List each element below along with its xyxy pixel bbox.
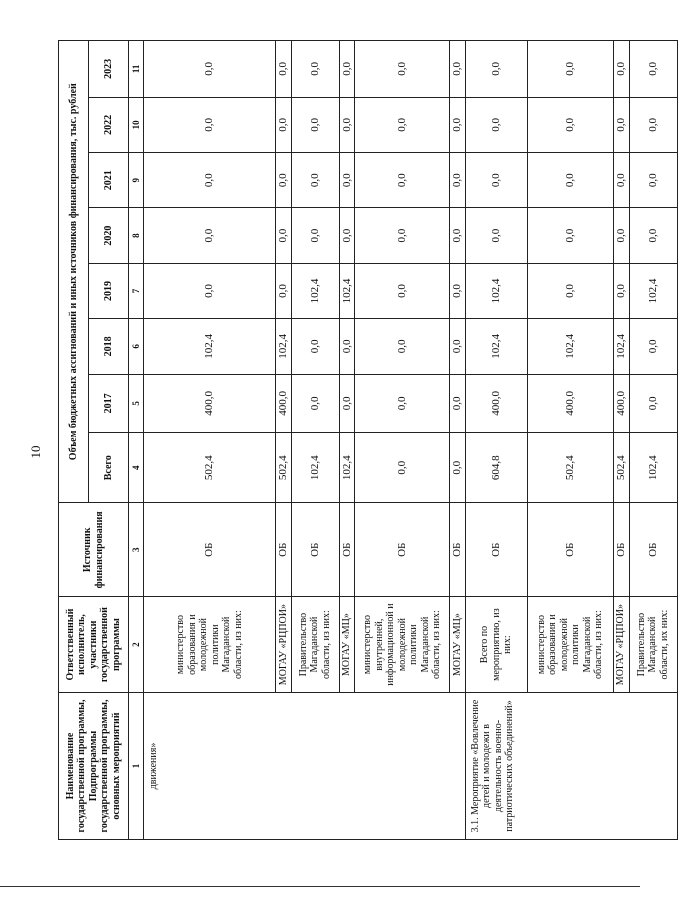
year-value-cell: 0,0 xyxy=(527,153,613,208)
year-value-cell: 0,0 xyxy=(291,41,339,98)
year-value-cell: 102,4 xyxy=(465,319,527,374)
year-value-cell: 0,0 xyxy=(291,153,339,208)
measure-name: 3.1. Мероприятие «Вовлечение детей и молодежи в деятельность военно-патриотических объединений» xyxy=(465,693,677,840)
executor-cell: МОГАУ «МЦ» xyxy=(450,597,466,693)
header-executor: Ответственный исполнитель, участники государственной программы xyxy=(59,597,129,693)
year-value-cell: 0,0 xyxy=(450,97,466,152)
column-number: 5 xyxy=(129,374,144,433)
year-value-cell: 0,0 xyxy=(613,208,629,263)
total-cell: 0,0 xyxy=(450,433,466,503)
source-cell: ОБ xyxy=(276,503,292,597)
total-cell: 502,4 xyxy=(276,433,292,503)
header-name: Наименование государственной программы, Подпрограммы государственной программы, основных мероприятий xyxy=(59,693,129,840)
year-value-cell: 400,0 xyxy=(276,374,292,433)
year-value-cell: 0,0 xyxy=(450,374,466,433)
source-cell: ОБ xyxy=(144,503,276,597)
column-number: 9 xyxy=(129,153,144,208)
year-value-cell: 0,0 xyxy=(276,208,292,263)
executor-cell: Всего по мероприятию, из них: xyxy=(465,597,527,693)
financing-table xyxy=(58,40,678,840)
year-value-cell: 0,0 xyxy=(339,41,355,98)
year-value-cell: 0,0 xyxy=(291,319,339,374)
year-value-cell: 102,4 xyxy=(144,319,276,374)
year-value-cell: 0,0 xyxy=(465,41,527,98)
column-number: 4 xyxy=(129,433,144,503)
source-cell: ОБ xyxy=(339,503,355,597)
source-cell: ОБ xyxy=(613,503,629,597)
year-value-cell: 0,0 xyxy=(276,263,292,318)
column-number: 8 xyxy=(129,208,144,263)
year-value-cell: 400,0 xyxy=(527,374,613,433)
year-value-cell: 102,4 xyxy=(613,319,629,374)
column-number: 1 xyxy=(129,693,144,840)
year-value-cell: 400,0 xyxy=(465,374,527,433)
year-value-cell: 0,0 xyxy=(450,41,466,98)
table-row xyxy=(144,41,276,840)
rotated-page xyxy=(58,40,670,840)
executor-cell: МОГАУ «РЦПОИ» xyxy=(613,597,629,693)
header-source: Источник финансирования xyxy=(59,503,129,597)
executor-cell: МОГАУ «РЦПОИ» xyxy=(276,597,292,693)
total-cell: 102,4 xyxy=(339,433,355,503)
year-value-cell: 0,0 xyxy=(355,153,450,208)
executor-cell: Правительство Магаданской области, их них: xyxy=(629,597,677,693)
header-year: 2017 xyxy=(89,374,129,433)
measure-name: движения» xyxy=(144,693,466,840)
year-value-cell: 0,0 xyxy=(465,97,527,152)
year-value-cell: 102,4 xyxy=(339,263,355,318)
table-row xyxy=(465,41,527,840)
executor-cell: министерство образования и молодежной политики Магаданской области, из них: xyxy=(144,597,276,693)
year-value-cell: 0,0 xyxy=(613,97,629,152)
year-value-cell: 102,4 xyxy=(527,319,613,374)
year-value-cell: 0,0 xyxy=(291,374,339,433)
year-value-cell: 102,4 xyxy=(629,263,677,318)
source-cell: ОБ xyxy=(629,503,677,597)
year-value-cell: 0,0 xyxy=(144,97,276,152)
year-value-cell: 0,0 xyxy=(355,263,450,318)
year-value-cell: 0,0 xyxy=(276,41,292,98)
header-year: 2019 xyxy=(89,263,129,318)
year-value-cell: 0,0 xyxy=(527,97,613,152)
year-value-cell: 0,0 xyxy=(629,374,677,433)
year-value-cell: 0,0 xyxy=(339,374,355,433)
year-value-cell: 0,0 xyxy=(355,41,450,98)
total-cell: 604,8 xyxy=(465,433,527,503)
header-volume: Объем бюджетных ассигнований и иных источников финансирования, тыс. рублей xyxy=(59,41,89,503)
year-value-cell: 0,0 xyxy=(355,97,450,152)
year-value-cell: 0,0 xyxy=(629,319,677,374)
year-value-cell: 0,0 xyxy=(355,208,450,263)
year-value-cell: 0,0 xyxy=(450,319,466,374)
source-cell: ОБ xyxy=(465,503,527,597)
year-value-cell: 0,0 xyxy=(629,97,677,152)
year-value-cell: 0,0 xyxy=(629,208,677,263)
header-year: 2020 xyxy=(89,208,129,263)
year-value-cell: 0,0 xyxy=(339,153,355,208)
year-value-cell: 102,4 xyxy=(291,263,339,318)
column-number: 6 xyxy=(129,319,144,374)
total-cell: 502,4 xyxy=(144,433,276,503)
year-value-cell: 0,0 xyxy=(613,153,629,208)
year-value-cell: 0,0 xyxy=(339,97,355,152)
year-value-cell: 400,0 xyxy=(613,374,629,433)
source-cell: ОБ xyxy=(527,503,613,597)
year-value-cell: 0,0 xyxy=(291,97,339,152)
year-value-cell: 0,0 xyxy=(144,208,276,263)
table-body xyxy=(144,41,678,840)
header-year: 2023 xyxy=(89,41,129,98)
bottom-rule xyxy=(0,886,640,887)
year-value-cell: 0,0 xyxy=(465,153,527,208)
column-number-row xyxy=(129,41,144,840)
year-value-cell: 102,4 xyxy=(276,319,292,374)
year-value-cell: 0,0 xyxy=(276,153,292,208)
source-cell: ОБ xyxy=(355,503,450,597)
header-year: 2022 xyxy=(89,97,129,152)
year-value-cell: 0,0 xyxy=(629,41,677,98)
executor-cell: МОГАУ «МЦ» xyxy=(339,597,355,693)
year-value-cell: 0,0 xyxy=(613,263,629,318)
total-cell: 0,0 xyxy=(355,433,450,503)
executor-cell: министерство образования и молодежной политики Магаданской области, из них: xyxy=(527,597,613,693)
year-value-cell: 102,4 xyxy=(465,263,527,318)
year-value-cell: 0,0 xyxy=(450,153,466,208)
column-number: 3 xyxy=(129,503,144,597)
column-number: 7 xyxy=(129,263,144,318)
column-number: 10 xyxy=(129,97,144,152)
year-value-cell: 0,0 xyxy=(527,208,613,263)
year-value-cell: 0,0 xyxy=(355,319,450,374)
total-cell: 502,4 xyxy=(527,433,613,503)
year-value-cell: 0,0 xyxy=(465,208,527,263)
year-value-cell: 0,0 xyxy=(527,41,613,98)
source-cell: ОБ xyxy=(291,503,339,597)
year-value-cell: 0,0 xyxy=(629,153,677,208)
year-value-cell: 0,0 xyxy=(613,41,629,98)
total-cell: 102,4 xyxy=(629,433,677,503)
year-value-cell: 0,0 xyxy=(450,263,466,318)
year-value-cell: 0,0 xyxy=(144,153,276,208)
year-value-cell: 0,0 xyxy=(339,319,355,374)
year-value-cell: 0,0 xyxy=(355,374,450,433)
year-value-cell: 0,0 xyxy=(527,263,613,318)
year-value-cell: 0,0 xyxy=(291,208,339,263)
year-value-cell: 0,0 xyxy=(276,97,292,152)
source-cell: ОБ xyxy=(450,503,466,597)
year-value-cell: 400,0 xyxy=(144,374,276,433)
year-value-cell: 0,0 xyxy=(144,41,276,98)
column-number: 11 xyxy=(129,41,144,98)
header-year: 2018 xyxy=(89,319,129,374)
executor-cell: министерство внутренней, информационной и молодежной политики Магаданской области, из них: xyxy=(355,597,450,693)
year-value-cell: 0,0 xyxy=(339,208,355,263)
page-number: 10 xyxy=(28,445,43,459)
column-number: 2 xyxy=(129,597,144,693)
year-value-cell: 0,0 xyxy=(450,208,466,263)
header-year: 2021 xyxy=(89,153,129,208)
total-cell: 102,4 xyxy=(291,433,339,503)
executor-cell: Правительство Магаданской области, из них: xyxy=(291,597,339,693)
total-cell: 502,4 xyxy=(613,433,629,503)
year-value-cell: 0,0 xyxy=(144,263,276,318)
header-total: Всего xyxy=(89,433,129,503)
